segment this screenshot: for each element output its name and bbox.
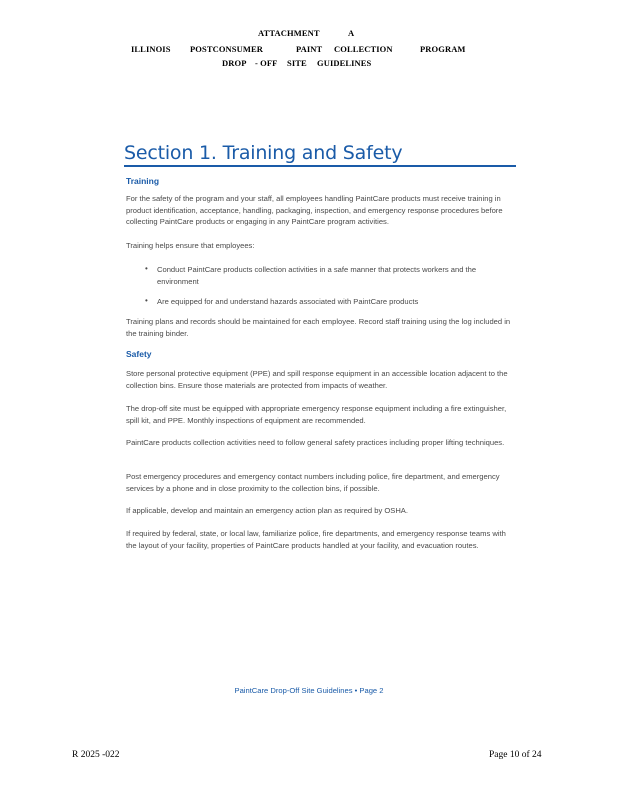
header-attachment: ATTACHMENT [258, 28, 320, 38]
header-collection: COLLECTION [334, 44, 393, 54]
header-attachment-letter: A [348, 28, 355, 38]
header-program: PROGRAM [420, 44, 466, 54]
training-heading: Training [126, 176, 160, 186]
training-paragraph-1: For the safety of the program and your staff, all employees handling PaintCare products must receive training in product identification, acceptance, handling, packaging, inspection, and emergency response procedures before collecting PaintCare products or engaging in any PaintCare program activities. [126, 194, 503, 226]
title-divider [124, 165, 516, 167]
header-state: ILLINOIS [131, 44, 171, 54]
doc-footer-id: R 2025 -022 [72, 750, 120, 760]
bullet-dot-1: • [145, 264, 148, 273]
header-guidelines: GUIDELINES [317, 58, 372, 68]
training-bullet-2: Are equipped for and understand hazards associated with PaintCare products [157, 297, 419, 306]
safety-paragraph-5: If applicable, develop and maintain an emergency action plan as required by OSHA. [126, 506, 408, 515]
header-paint: PAINT [296, 44, 323, 54]
safety-paragraph-4: Post emergency procedures and emergency contact numbers including police, fire department, and emergency services by a phone and in close proximity to the collection bins, if possible. [126, 472, 500, 493]
header-line-1 [0, 28, 618, 40]
header-line-2 [0, 44, 618, 56]
training-paragraph-3: Training plans and records should be maintained for each employee. Record staff training using the log included in the training binder. [126, 317, 511, 338]
safety-paragraph-6: If required by federal, state, or local law, familiarize police, fire departments, and emergency response teams with the layout of your facility, properties of PaintCare products handled at your facility, and evacuation routes. [126, 529, 506, 550]
header-drop: DROP [222, 58, 247, 68]
header-postconsumer: POSTCONSUMER [190, 44, 263, 54]
header-off: - OFF [255, 58, 278, 68]
safety-paragraph-2: The drop-off site must be equipped with appropriate emergency response equipment including a fire extinguisher, spill kit, and PPE. Monthly inspections of equipment are recommended. [126, 404, 507, 425]
safety-paragraph-1: Store personal protective equipment (PPE) and spill response equipment in an accessible location adjacent to the collection bins. Ensure those materials are protected from impacts of weather. [126, 369, 508, 390]
doc-footer-page: Page 10 of 24 [489, 750, 542, 760]
safety-heading: Safety [126, 349, 152, 359]
bullet-dot-2: • [145, 296, 148, 305]
section-title: Section 1. Training and Safety [124, 142, 403, 164]
safety-paragraph-3: PaintCare products collection activities need to follow general safety practices including proper lifting techniques. [126, 438, 505, 447]
header-site: SITE [287, 58, 307, 68]
header-line-3 [0, 58, 618, 70]
training-bullet-1: Conduct PaintCare products collection activities in a safe manner that protects workers and the environment [157, 265, 477, 286]
page-footer: PaintCare Drop-Off Site Guidelines • Page 2 [234, 686, 384, 695]
training-paragraph-2: Training helps ensure that employees: [126, 241, 255, 250]
